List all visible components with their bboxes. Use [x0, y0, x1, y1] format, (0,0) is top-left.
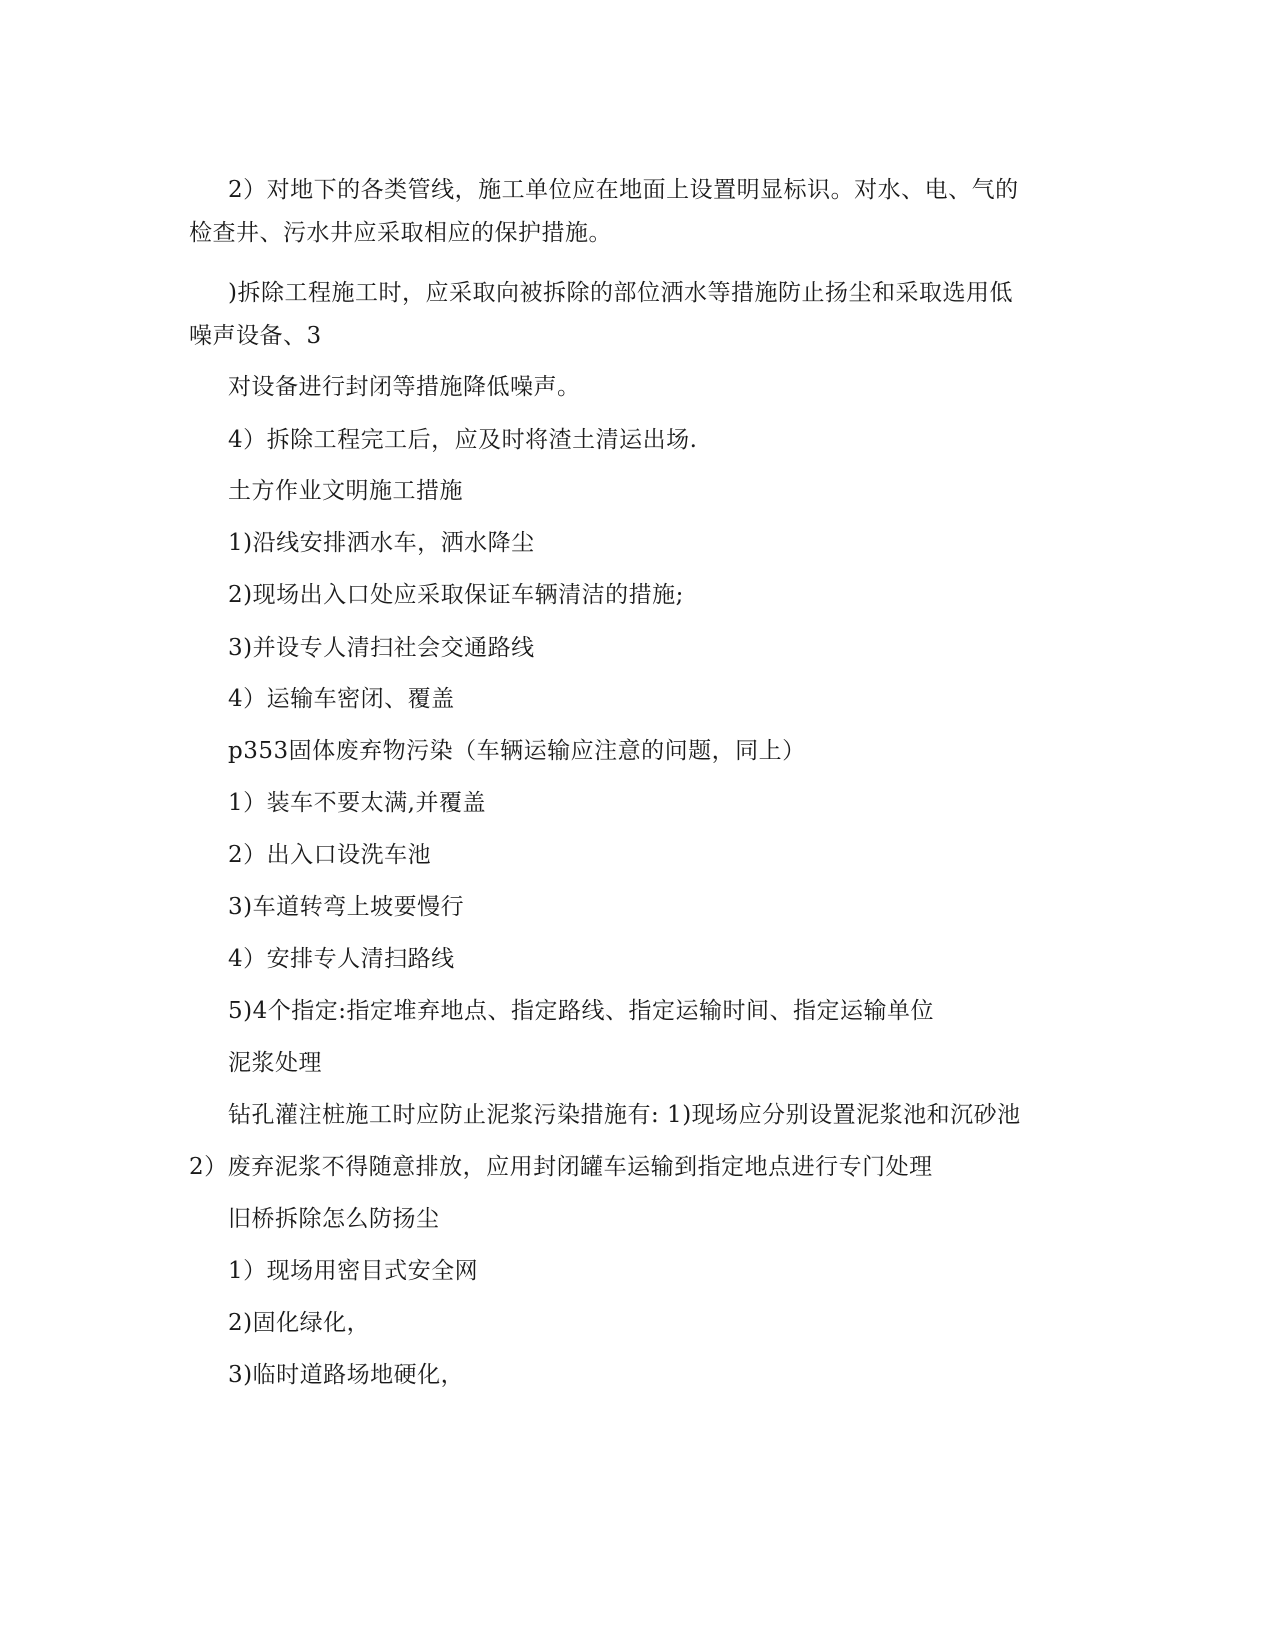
list-item: 1）现场用密目式安全网 [228, 1258, 479, 1284]
list-item: 2)固化绿化， [228, 1310, 371, 1336]
list-item: 2）出入口设洗车池 [228, 842, 432, 868]
section-heading: 泥浆处理 [228, 1050, 322, 1076]
paragraph-line: 检查井、污水井应采取相应的保护措施。 [189, 220, 612, 246]
list-item: 5)4个指定:指定堆弃地点、指定路线、指定运输时间、指定运输单位 [228, 998, 934, 1024]
list-item: 2)现场出入口处应采取保证车辆清洁的措施; [228, 582, 684, 608]
list-item: 3)车道转弯上坡要慢行 [228, 894, 465, 920]
list-item: 4）安排专人清扫路线 [228, 946, 455, 972]
paragraph-line: 4）拆除工程完工后，应及时将渣土清运出场. [228, 427, 698, 453]
list-item: 3)临时道路场地硬化， [228, 1362, 465, 1388]
paragraph-line: 2）对地下的各类管线，施工单位应在地面上设置明显标识。对水、电、气的 [228, 177, 1019, 203]
section-heading: 旧桥拆除怎么防扬尘 [228, 1206, 440, 1232]
paragraph-line: )拆除工程施工时，应采取向被拆除的部位洒水等措施防止扬尘和采取选用低 [228, 280, 1013, 306]
paragraph-line: 钻孔灌注桩施工时应防止泥浆污染措施有: 1)现场应分别设置泥浆池和沉砂池 [228, 1102, 1021, 1128]
list-item: 1）装车不要太满,并覆盖 [228, 790, 486, 816]
paragraph-line: 对设备进行封闭等措施降低噪声。 [228, 374, 581, 400]
list-item: 4）运输车密闭、覆盖 [228, 686, 455, 712]
section-heading: 土方作业文明施工措施 [228, 478, 463, 504]
paragraph-line: 2）废弃泥浆不得随意排放，应用封闭罐车运输到指定地点进行专门处理 [189, 1154, 933, 1180]
section-heading: p353固体废弃物污染（车辆运输应注意的问题，同上） [228, 738, 806, 764]
list-item: 3)并设专人清扫社会交通路线 [228, 635, 535, 661]
paragraph-line: 噪声设备、3 [189, 323, 322, 349]
list-item: 1)沿线安排洒水车，洒水降尘 [228, 530, 535, 556]
